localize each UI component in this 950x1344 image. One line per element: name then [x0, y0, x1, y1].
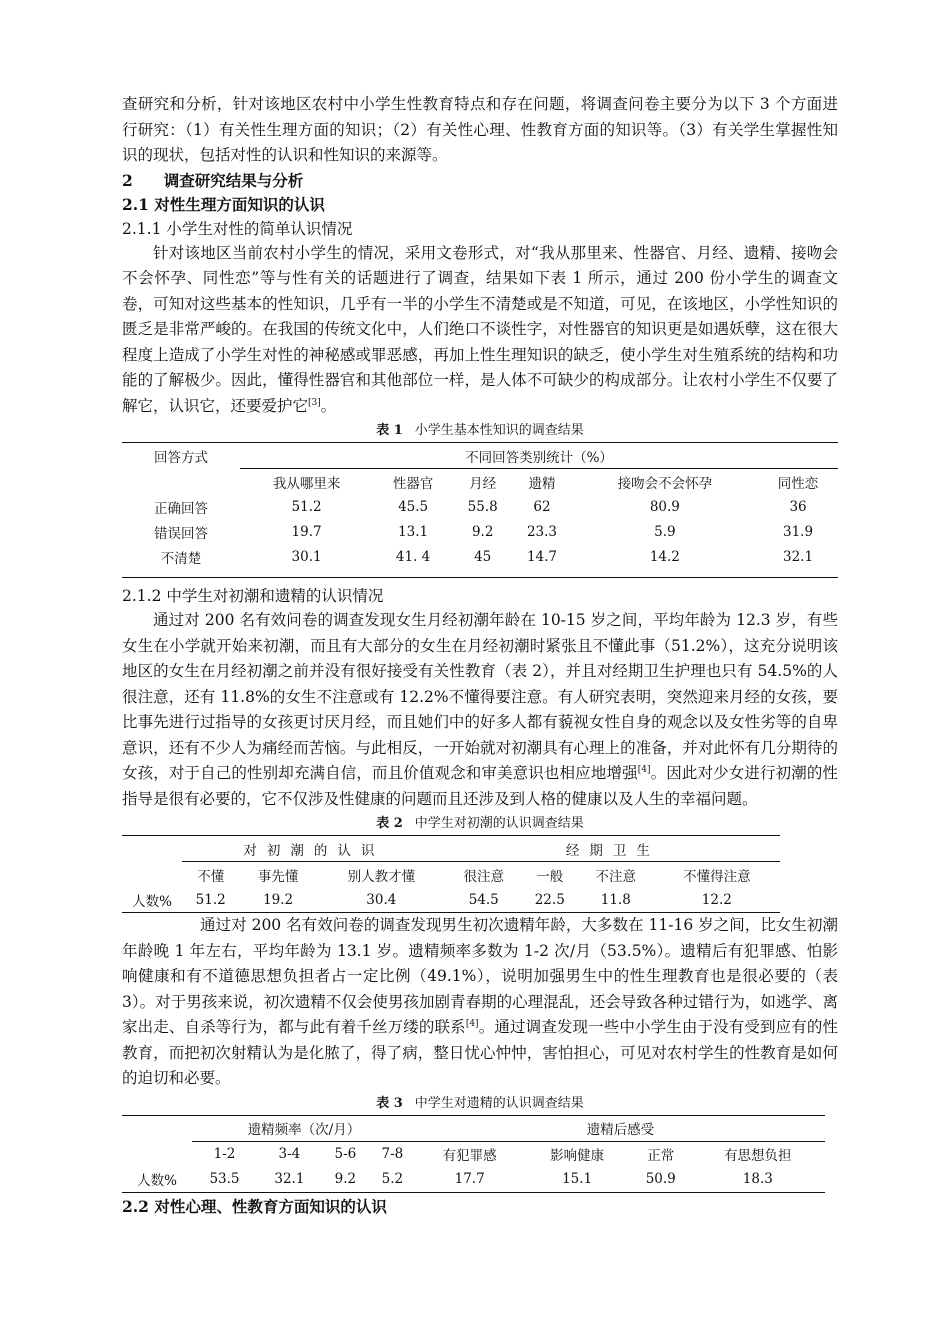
table-cell: 13.1: [398, 523, 429, 540]
table-cell: [122, 862, 182, 888]
table-row-label: 人数%: [132, 893, 172, 910]
table-cell: 18.3: [742, 1171, 773, 1187]
table-1-caption: [122, 421, 838, 440]
table-row: [122, 887, 780, 913]
table-2-col: 不懂: [197, 868, 225, 885]
table-1-col: 性器官: [392, 475, 434, 492]
table-1-col: 同性恋: [777, 475, 819, 492]
table-cell: [122, 1115, 192, 1141]
citation: [4]: [465, 1018, 479, 1029]
table-2-caption: [122, 814, 838, 833]
section-2-1-2-heading: 2.1.2 中学生对初潮和遗精的认识情况: [122, 587, 384, 605]
table-2-col: 事先懂: [257, 868, 299, 885]
table-cell: 23.3: [526, 523, 558, 540]
table-1-title: 小学生基本性知识的调查结果: [414, 423, 584, 438]
table-cell: 17.7: [454, 1171, 485, 1187]
table-cell: 11.8: [600, 891, 631, 908]
table-cell: 30.4: [366, 891, 397, 908]
table-cell: 14.7: [526, 548, 558, 565]
paper-page: [122, 92, 838, 1219]
table-spacer: [122, 569, 838, 578]
section-2-2-heading: 2.2 对性心理、性教育方面知识的认识: [122, 1196, 387, 1216]
paragraph-text: 针对该地区当前农村小学生的情况，采用文卷形式，对“我从那里来、性器官、月经、遗精、接吻会不会怀孕、同性恋”等与性有关的话题进行了调查，结果如下表 1 所示，通过 200 份小学生的调查文卷，可知对这些基本的性知识，几乎有一半的小学生不清楚或是不知道，可见，在该地区，小学性知识的匮乏是非常严峻的。在我国的传统文化中，人们绝口不谈性字，对性器官的知识更是如遇妖孽，这在很大程度上造成了小学生对性的神秘感或罪恶感，再加上性生理知识的缺乏，使小学生对生殖系统的结构和功能的了解极少。因此，懂得性器官和其他部位一样，是人体不可缺少的构成部分。让农村小学生不仅要了解它，认识它，还要爱护它: [122, 243, 838, 415]
table-cell: 22.5: [534, 891, 565, 908]
paragraph-tail: 。因此对少女进行初潮的性指导是很有必要的，它不仅涉及性健康的问题而且还涉及到人格的健康以及人生的幸福问题。: [122, 764, 838, 808]
table-3-col: 1-2: [213, 1146, 236, 1162]
table-cell: 45.5: [398, 498, 429, 515]
table-2-title: 中学生对初潮的认识调查结果: [414, 816, 584, 831]
table-cell: 19.2: [263, 891, 294, 908]
table-1-label: 表 1: [376, 423, 403, 438]
table-row-label: 正确回答: [154, 500, 208, 517]
table-cell: 80.9: [649, 498, 680, 515]
section-2-1-1-paragraph: [122, 241, 838, 420]
table-cell: 62: [533, 498, 551, 515]
table-cell: 32.1: [783, 548, 814, 565]
table-3-caption: [122, 1094, 838, 1113]
table-cell: 45: [474, 548, 492, 565]
table-3-col: 3-4: [278, 1146, 301, 1162]
section-2-1-2-paragraph: [122, 608, 838, 812]
table-2-col: 不注意: [595, 868, 637, 885]
table-cell: 55.8: [467, 498, 498, 515]
paragraph-text: 通过对 200 名有效问卷的调查发现女生月经初潮年龄在 10-15 岁之间，平均年龄为 12.3 岁，有些女生在小学就开始来初潮，而且有大部分的女生在月经初潮时紧张且不懂此事（51.2%），这充分说明该地区的女生在月经初潮之前并没有很好接受有关性教育（表 2），并且对经期卫生护理也只有 54.5%的人很注意，还有 11.8%的女生不注意或有 12.2%不懂得要注意。有人研究表明，突然迎来月经的女孩，要比事先进行过指导的女孩更讨厌月经，而且她们中的好多人都有藐视女性自身的观念以及女性劣等的自卑意识，还有不少人为痛经而苦恼。与此相反，一开始就对初潮具有心理上的准备，并对此怀有几分期待的女孩，对于自己的性别却充满自信，而且价值观念和审美意识也相应地增强: [122, 611, 838, 782]
table-row: [122, 494, 838, 519]
table-cell: 51.2: [291, 498, 322, 515]
table-3-col: 有犯罪感: [442, 1148, 497, 1164]
table-cell: [122, 836, 182, 862]
table-3: [122, 1115, 825, 1193]
table-2-col: 别人教才懂: [347, 868, 416, 885]
table-1-col: 遗精: [528, 475, 556, 492]
table-1-group-header: 不同回答类别统计（%）: [240, 443, 838, 469]
table-2-group-2: 经期卫生: [446, 836, 780, 862]
section-2-1-heading: 2.1 对性生理方面知识的认识: [122, 194, 325, 214]
table-row: [122, 544, 838, 569]
table-cell: 5.9: [654, 523, 676, 540]
table-3-col: 7-8: [381, 1146, 404, 1162]
table-cell: 12.2: [701, 891, 732, 908]
paragraph-tail: 。通过调查发现一些中小学生由于没有受到应有的性教育，而把初次射精认为是化脓了，得了病，整日忧心忡忡，害怕担心，可见对农村学生的性教育是如何的迫切和必要。: [122, 1018, 838, 1087]
table-3-col: 影响健康: [550, 1148, 605, 1164]
paragraph-tail: 。: [320, 396, 337, 415]
table-1-row-header: 回答方式: [154, 449, 208, 466]
table-2: [122, 835, 780, 913]
table-cell: 30.1: [291, 548, 322, 565]
paragraph-text: 通过对 200 名有效问卷的调查发现男生初次遗精年龄，大多数在 11-16 岁之间，比女生初潮年龄晚 1 年左右，平均年龄为 13.1 岁。遗精频率多数为 1-2 次/月（53.5%）。遗精后有犯罪感、怕影响健康和有不道德思想负担者占一定比例（49.1%），说明加强男生中的性生理教育也是很必要的（表 3）。对于男孩来说，初次遗精不仅会使男孩加剧青春期的心理混乱，还会导致各种过错行为，如逃学、离家出走、自杀等行为，都与此有着千丝万缕的联系: [122, 916, 838, 1036]
table-cell: 9.2: [334, 1171, 357, 1187]
table-2-group-1: 对初潮的认识: [182, 836, 446, 862]
table-2-label: 表 2: [376, 816, 403, 831]
intro-paragraph: 查研究和分析，针对该地区农村中小学生性教育特点和存在问题，将调查问卷主要分为以下 3 个方面进行研究：（1）有关性生理方面的知识；（2）有关性心理、性教育方面的知识等。（3）有关学生掌握性知识的现状，包括对性的认识和性知识的来源等。: [122, 95, 838, 164]
table-row-label: 不清楚: [160, 550, 202, 567]
table-cell: 31.9: [783, 523, 814, 540]
table-cell: 53.5: [209, 1171, 240, 1187]
table-1-col: 接吻会不会怀孕: [617, 475, 713, 492]
table-2-col: 不懂得注意: [683, 868, 751, 885]
table-3-col: 正常: [647, 1148, 675, 1164]
table-cell: 41. 4: [395, 548, 431, 565]
table-1-col: 月经: [469, 475, 497, 492]
table-1: [122, 442, 838, 578]
table-3-label: 表 3: [376, 1095, 403, 1111]
table-cell: 32.1: [274, 1171, 305, 1187]
table-cell: 5.2: [381, 1171, 404, 1187]
table-3-group-2: 遗精后感受: [416, 1115, 825, 1141]
citation: [4]: [637, 764, 651, 775]
table-row: [122, 519, 838, 544]
table-cell: 9.2: [471, 523, 494, 540]
table-cell: [122, 469, 240, 495]
section-2-heading: 2 调查研究结果与分析: [122, 170, 304, 190]
section-2-1-1-heading: 2.1.1 小学生对性的简单认识情况: [122, 219, 353, 238]
table-row-label: 人数%: [137, 1173, 177, 1189]
table-1-col: 我从哪里来: [272, 475, 341, 492]
table-cell: 51.2: [195, 891, 226, 908]
table-3-group-1: 遗精频率（次/月）: [192, 1115, 416, 1141]
table-2-col: 很注意: [463, 868, 504, 885]
table-cell: 50.9: [645, 1171, 676, 1187]
table-cell: 19.7: [291, 523, 322, 540]
table-row: [122, 1167, 825, 1193]
citation: [3]: [308, 397, 321, 408]
table-cell: 14.2: [649, 548, 680, 565]
table-cell: 15.1: [562, 1171, 593, 1187]
table-row-label: 错误回答: [154, 525, 208, 542]
table-2-col: 一般: [536, 868, 564, 885]
table-3-title: 中学生对遗精的认识调查结果: [414, 1095, 584, 1111]
table-3-col: 有思想负担: [724, 1148, 792, 1164]
table-cell: 36: [789, 498, 807, 515]
boys-paragraph: [122, 913, 838, 1092]
table-3-col: 5-6: [334, 1146, 357, 1162]
table-cell: 54.5: [468, 891, 499, 908]
table-cell: [122, 1141, 192, 1167]
